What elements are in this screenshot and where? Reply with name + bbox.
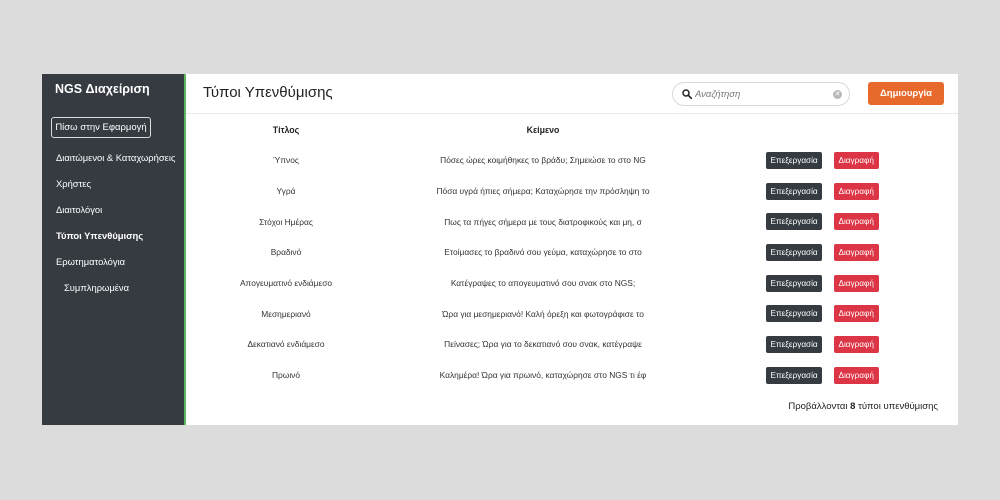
edit-button[interactable]: Επεξεργασία <box>766 244 822 261</box>
search-icon <box>682 89 692 99</box>
table-row <box>186 298 958 329</box>
edit-button[interactable]: Επεξεργασία <box>766 367 822 384</box>
row-actions <box>700 329 958 360</box>
row-title: Πρωινό <box>271 370 301 381</box>
row-title: Βραδινό <box>270 247 302 258</box>
row-title: Ύπνος <box>273 155 299 166</box>
search-input[interactable] <box>695 85 825 103</box>
sidebar-item-users[interactable]: Χρήστες <box>56 178 91 189</box>
row-actions <box>700 237 958 268</box>
page-title: Τύποι Υπενθύμισης <box>203 84 333 101</box>
delete-button[interactable]: Διαγραφή <box>834 305 879 322</box>
row-title: Υγρά <box>276 186 296 197</box>
row-text: Καλημέρα! Ώρα για πρωινό, καταχώρησε στο NGS τι έφ <box>439 370 647 381</box>
row-actions <box>700 360 958 391</box>
column-header-title[interactable]: Τίτλος <box>272 124 300 135</box>
sidebar-title: NGS Διαχείριση <box>55 82 150 96</box>
edit-button[interactable]: Επεξεργασία <box>766 213 822 230</box>
row-text: Πείνασες; Ώρα για το δεκατιανό σου σνακ, κατέγραψε <box>444 339 642 350</box>
row-text: Πόσες ώρες κοιμήθηκες το βράδυ; Σημειώσε το στο NG <box>440 155 646 166</box>
results-count-prefix: Προβάλλονται <box>788 401 848 412</box>
results-count-number: 8 <box>850 401 856 412</box>
sidebar-item-completed[interactable]: Συμπληρωμένα <box>64 282 130 293</box>
row-text: Ετοίμασες το βραδινό σου γεύμα, καταχώρησε το στο <box>444 247 642 258</box>
edit-button[interactable]: Επεξεργασία <box>766 336 822 353</box>
clear-search-icon[interactable]: ✕ <box>834 91 841 98</box>
table-row <box>186 145 958 176</box>
table-row <box>186 268 958 299</box>
row-title: Μεσημεριανό <box>261 308 311 319</box>
delete-button[interactable]: Διαγραφή <box>834 213 879 230</box>
column-header-text[interactable]: Κείμενο <box>526 124 560 135</box>
row-actions <box>700 145 958 176</box>
admin-window <box>42 74 958 425</box>
sidebar-item-reminder-types[interactable]: Τύποι Υπενθύμισης <box>56 230 144 241</box>
row-title: Στόχοι Ημέρας <box>259 216 313 227</box>
create-button[interactable]: Δημιουργία <box>868 82 944 105</box>
delete-button[interactable]: Διαγραφή <box>834 367 879 384</box>
edit-button[interactable]: Επεξεργασία <box>766 152 822 169</box>
delete-button[interactable]: Διαγραφή <box>834 183 879 200</box>
edit-button[interactable]: Επεξεργασία <box>766 183 822 200</box>
table-row <box>186 206 958 237</box>
delete-button[interactable]: Διαγραφή <box>834 152 879 169</box>
table-header-row <box>186 114 958 145</box>
row-title: Απογευματινό ενδιάμεσο <box>239 278 333 289</box>
column-header-actions <box>700 114 958 145</box>
row-actions <box>700 268 958 299</box>
page-header <box>186 74 958 114</box>
table-row <box>186 329 958 360</box>
row-text: Πόσα υγρά ήπιες σήμερα; Καταχώρησε την πρόσληψη το <box>436 186 650 197</box>
sidebar-item-participants[interactable]: Διαιτώμενοι & Καταχωρήσεις <box>56 152 176 163</box>
row-text: Πως τα πήγες σήμερα με τους διατροφικούς και μη, σ <box>444 216 642 227</box>
sidebar-item-questionnaires[interactable]: Ερωτηματολόγια <box>56 256 126 267</box>
search-box[interactable] <box>672 82 850 106</box>
row-actions <box>700 176 958 207</box>
main-content <box>186 74 958 425</box>
sidebar <box>42 74 186 425</box>
results-count <box>788 401 938 412</box>
edit-button[interactable]: Επεξεργασία <box>766 305 822 322</box>
table-row <box>186 360 958 391</box>
results-count-suffix: τύποι υπενθύμισης <box>858 401 938 412</box>
table-row <box>186 176 958 207</box>
delete-button[interactable]: Διαγραφή <box>834 336 879 353</box>
row-title: Δεκατιανό ενδιάμεσο <box>247 339 325 350</box>
sidebar-item-dietitians[interactable]: Διαιτολόγοι <box>56 204 103 215</box>
sidebar-nav <box>42 150 184 306</box>
table-row <box>186 237 958 268</box>
row-text: Κατέγραψες το απογευματινό σου σνακ στο NGS; <box>450 278 636 289</box>
row-actions <box>700 298 958 329</box>
delete-button[interactable]: Διαγραφή <box>834 244 879 261</box>
row-text: Ώρα για μεσημεριανό! Καλή όρεξη και φωτογράφισε το <box>442 308 644 319</box>
row-actions <box>700 206 958 237</box>
back-to-app-button[interactable]: Πίσω στην Εφαρμογή <box>51 117 151 138</box>
delete-button[interactable]: Διαγραφή <box>834 275 879 292</box>
reminder-types-table <box>186 114 958 391</box>
edit-button[interactable]: Επεξεργασία <box>766 275 822 292</box>
